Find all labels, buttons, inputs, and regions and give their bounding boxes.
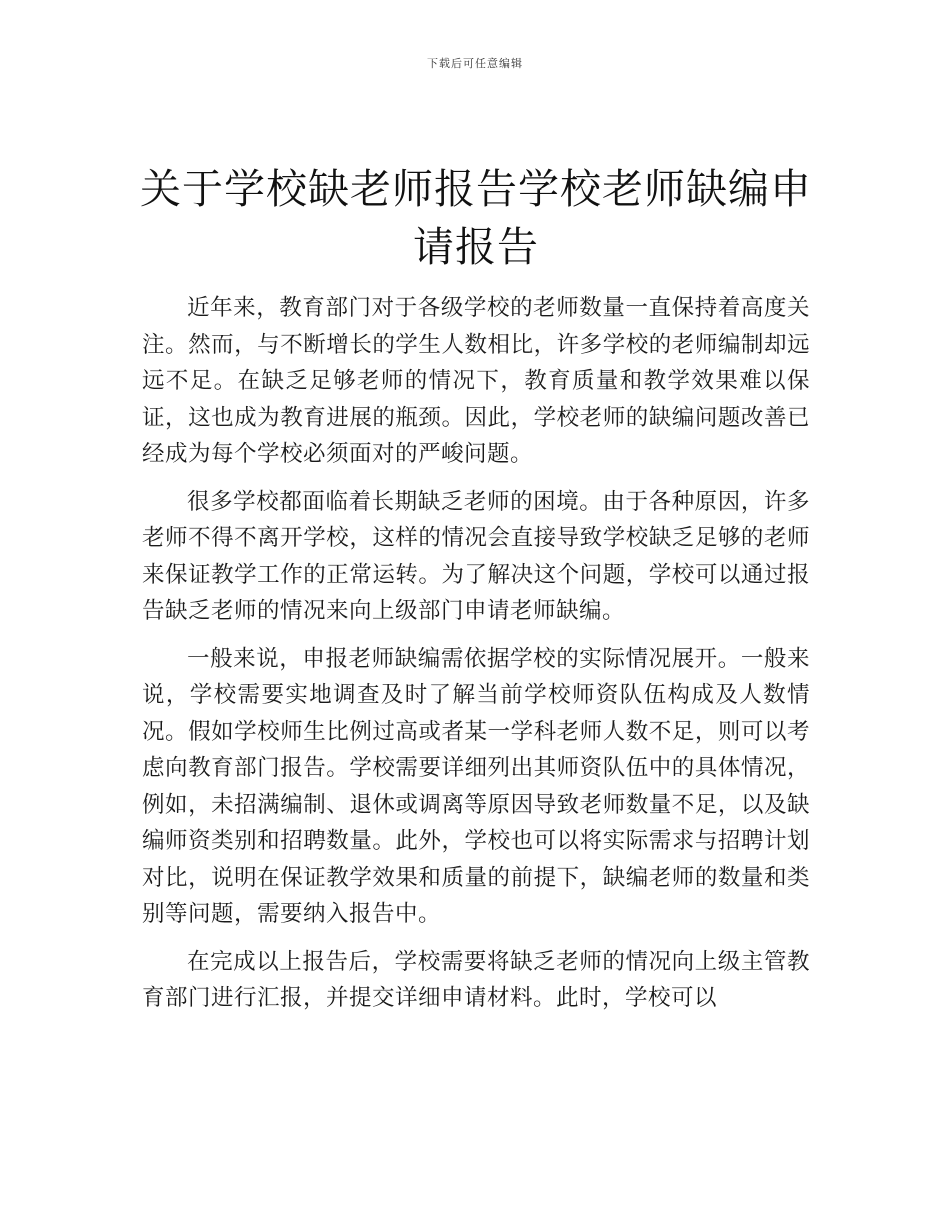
document-body [142,290,810,1028]
paragraph-4: 在完成以上报告后，学校需要将缺乏老师的情况向上级主管教育部门进行汇报，并提交详细申请材料。此时，学校可以 [142,948,810,1011]
paragraph-3: 一般来说，申报老师缺编需依据学校的实际情况展开。一般来说，学校需要实地调查及时了解当前学校师资队伍构成及人数情况。假如学校师生比例过高或者某一学科老师人数不足，则可以考虑向教育部门报告。学校需要详细列出其师资队伍中的具体情况，例如，未招满编制、退休或调离等原因导致老师数量不足，以及缺编师资类别和招聘数量。此外，学校也可以将实际需求与招聘计划对比，说明在保证教学效果和质量的前提下，缺编老师的数量和类别等问题，需要纳入报告中。 [142,645,810,927]
page-header-note: 下载后可任意编辑 [427,57,523,70]
paragraph-1: 近年来，教育部门对于各级学校的老师数量一直保持着高度关注。然而，与不断增长的学生人数相比，许多学校的老师编制却远远不足。在缺乏足够老师的情况下，教育质量和教学效果难以保证，这也成为教育进展的瓶颈。因此，学校老师的缺编问题改善已经成为每个学校必须面对的严峻问题。 [142,295,810,467]
paragraph-2: 很多学校都面临着长期缺乏老师的困境。由于各种原因，许多老师不得不离开学校，这样的情况会直接导致学校缺乏足够的老师来保证教学工作的正常运转。为了解决这个问题，学校可以通过报告缺乏老师的情况来向上级部门申请老师缺编。 [142,488,810,624]
document-title: 关于学校缺老师报告学校老师缺编申请报告 [140,165,812,271]
